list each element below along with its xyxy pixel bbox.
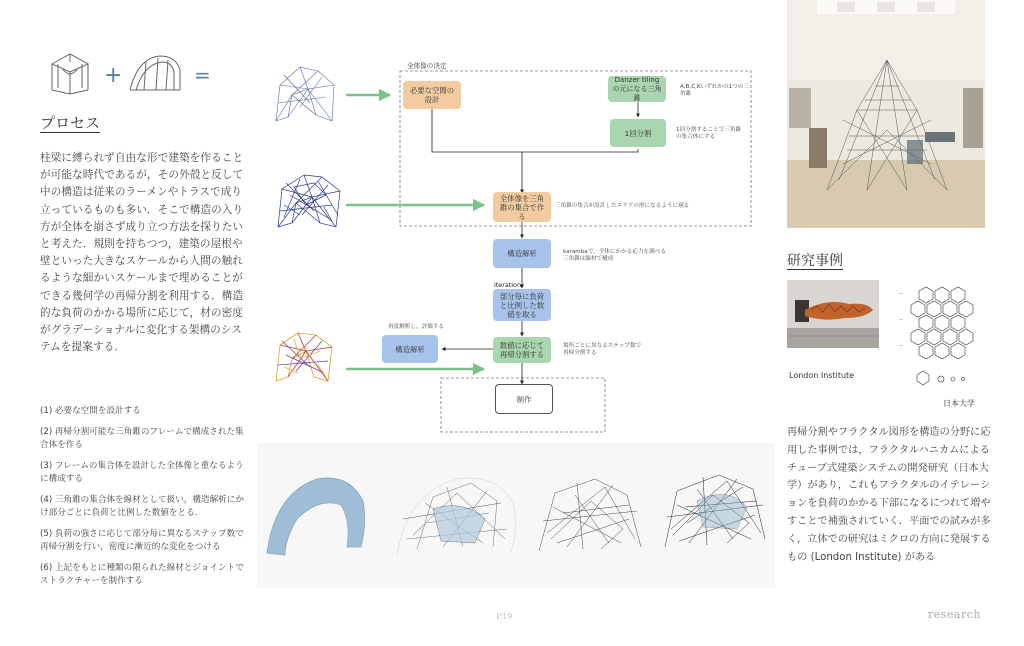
step-item: (2) 再帰分割可能な三角錐のフレームで構成された集合体を作る xyxy=(40,426,244,450)
note-assemble: 三角錐の集合が設計したエリアの形になるように剔る xyxy=(555,203,690,209)
node-space-design: 必要な空間の設計 xyxy=(403,81,461,109)
step-item: (1) 必要な空間を設計する xyxy=(40,406,141,416)
node-fabrication: 制作 xyxy=(495,384,553,414)
node-recursive: 数値に応じて再帰分割する xyxy=(493,337,551,363)
process-heading: プロセス xyxy=(40,114,101,132)
svg-text:—: — xyxy=(899,343,903,348)
page-number: P.19 xyxy=(496,612,513,621)
process-paragraph: 柱梁に縛られず自由な形で建築を作ることが可能な時代であるが，その外殻と反して中の構造は従来のラーメンやトラスで成り立っているものも多い．そこで構造の入り方が全体を崩さず成り立つ方法を探りたいと考えた．規則を持ちつつ，建築の屋根や壁といった大きなスケールから人間の触れるような細かいスケールまで埋めることができる幾何学の再帰分割を利用する．構造的な負荷のかかる場所に応じて，材の密度がグラデーショナルに変化する架構のシステムを提案する． xyxy=(40,152,244,354)
frame-label: 全体像の決定 xyxy=(407,62,447,70)
exhibition-photo xyxy=(787,0,985,228)
connector xyxy=(522,149,638,152)
concept-sketch xyxy=(48,50,218,96)
case-study-paragraph: 再帰分割やフラクタル図形を構造の分野に応用した事例では，フラクタルハニカムによるチューブ式建築システムの開発研究（日本大学）があり，これもフラクタルのイテレーションを負荷のかかる下部になるにつれて増やすことで補強されていく．平面での試みが多く，立体での研究はミクロの方向に発展するもの (London Institute) がある xyxy=(787,427,991,563)
node-ratio: 部分毎に負荷と比例した数値を取る xyxy=(493,289,551,321)
process-body xyxy=(40,150,245,356)
step-item: (5) 負荷の強さに応じて部分毎に異なるステップ数で再帰分割を行い，密度に漸近的な変化をつける xyxy=(40,528,244,552)
svg-text:—: — xyxy=(899,317,903,322)
iteration-label: iteration xyxy=(494,281,521,289)
step-item: (4) 三角錐の集合体を線材として扱い，構造解析にかけ部分ごとに負荷と比例した数値をとる． xyxy=(40,494,244,518)
note-analysis: karambaで，全体にかかる応力を調べる三角錐は線材で構成 xyxy=(563,249,666,262)
note-split: 1回分割することで三角錐の集合体にする xyxy=(676,127,742,140)
node-split-once: 1回分割 xyxy=(610,119,666,147)
process-steps xyxy=(40,405,245,596)
shell-render-1 xyxy=(267,478,365,555)
structure-render-panel xyxy=(257,443,775,588)
fractal-honeycomb-drawing xyxy=(895,285,985,395)
node-assemble: 全体像を三角錐の集合で作る xyxy=(493,192,551,222)
case-study-body xyxy=(787,424,992,566)
svg-text:—: — xyxy=(899,291,903,296)
node-analysis: 構造解析 xyxy=(493,239,551,268)
shell-render-3 xyxy=(539,479,641,551)
node-reanalysis: 構造解析 xyxy=(382,335,438,363)
mesh-thumbnail-3 xyxy=(276,333,332,381)
equals-sign: = xyxy=(194,63,211,87)
step-item: (3) フレームの集合体を設計した全体像と重なるように構成する xyxy=(40,460,244,484)
connector xyxy=(432,109,522,193)
mesh-thumbnail-1 xyxy=(276,67,334,121)
note-danzer: A,B,C,Kいずれかの1つの三角錐 xyxy=(680,84,749,97)
shell-sketch xyxy=(130,56,180,90)
note-reanalysis: 再度解析し，評価する xyxy=(388,324,444,330)
plus-sign: + xyxy=(104,63,123,88)
mesh-thumbnail-2 xyxy=(278,175,340,227)
london-institute-photo xyxy=(787,280,879,348)
shell-render-4 xyxy=(665,475,765,547)
nihon-university-caption: 日本大学 xyxy=(943,399,975,408)
pavilion-frame-sketch xyxy=(52,54,88,94)
shell-render-2 xyxy=(397,478,516,555)
note-recursive: 場所ごとに異なるステップ数で再帰分割する xyxy=(563,343,642,356)
step-item: (6) 上記をもとに種類の限られた線材とジョイントでストラクチャーを制作する xyxy=(40,562,244,586)
case-study-heading: 研究事例 xyxy=(787,253,843,269)
node-danzer: Danzer tilingの元になる三角錐 xyxy=(608,76,666,102)
london-institute-caption: London Institute xyxy=(789,371,855,380)
section-label: research xyxy=(928,608,981,621)
